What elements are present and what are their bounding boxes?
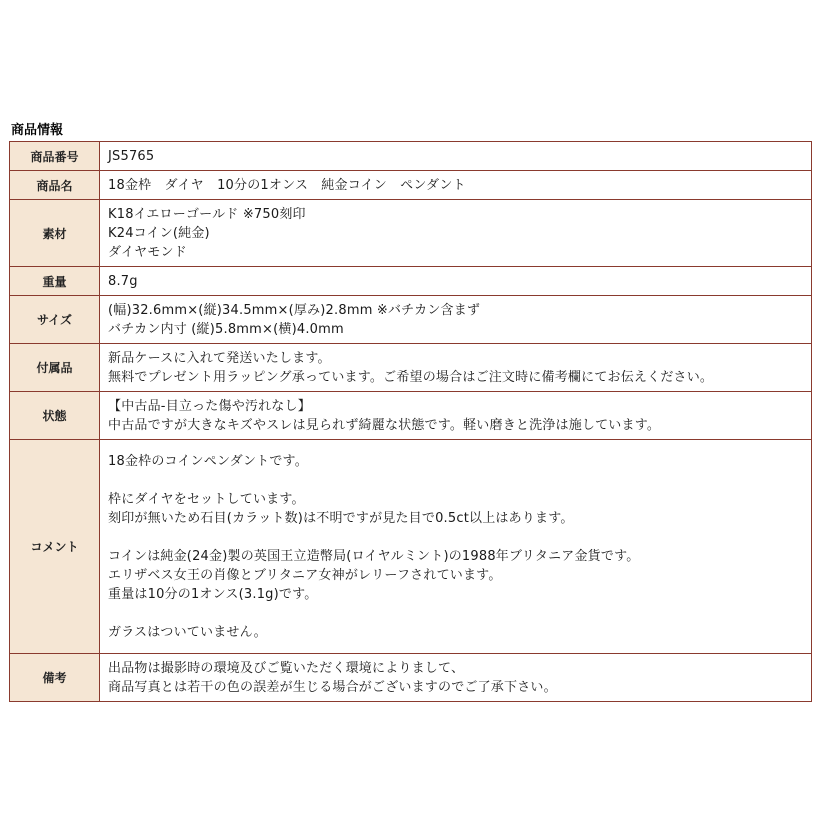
label-size: サイズ <box>10 296 100 344</box>
value-accessories <box>100 344 812 392</box>
value-line: 商品写真とは若干の色の誤差が生じる場合がございますのでご了承下さい。 <box>108 679 557 695</box>
label-weight: 重量 <box>10 267 100 296</box>
value-line: 無料でプレゼント用ラッピング承っています。ご希望の場合はご注文時に備考欄にてお伝えください。 <box>108 369 714 385</box>
row-weight <box>10 267 812 296</box>
label-comment: コメント <box>10 440 100 654</box>
value-line: 8.7g <box>108 273 138 289</box>
value-line: (幅)32.6mm×(縦)34.5mm×(厚み)2.8mm ※バチカン含まず <box>108 302 481 318</box>
value-condition <box>100 392 812 440</box>
row-comment <box>10 440 812 654</box>
row-product-name <box>10 171 812 200</box>
value-line: 18金枠 ダイヤ 10分の1オンス 純金コイン ペンダント <box>108 177 466 193</box>
row-accessories <box>10 344 812 392</box>
value-line: 重量は10分の1オンス(3.1g)です。 <box>108 586 318 602</box>
label-accessories: 付属品 <box>10 344 100 392</box>
value-notes <box>100 654 812 702</box>
value-line: 新品ケースに入れて発送いたします。 <box>108 350 331 366</box>
value-line: ガラスはついていません。 <box>108 624 267 640</box>
value-line: JS5765 <box>108 148 155 164</box>
value-line <box>108 528 811 547</box>
value-line: K18イエローゴールド ※750刻印 <box>108 206 306 222</box>
value-line: エリザベス女王の肖像とブリタニア女神がレリーフされています。 <box>108 567 502 583</box>
label-product-number: 商品番号 <box>10 142 100 171</box>
value-line: 枠にダイヤをセットしています。 <box>108 491 305 507</box>
value-material <box>100 200 812 267</box>
value-size <box>100 296 812 344</box>
value-line: K24コイン(純金) <box>108 225 210 241</box>
row-notes <box>10 654 812 702</box>
value-line: ダイヤモンド <box>108 244 187 260</box>
section-heading: 商品情報 <box>11 123 64 138</box>
value-line: 中古品ですが大きなキズやスレは見られず綺麗な状態です。軽い磨きと洗浄は施しています。 <box>108 417 661 433</box>
value-comment <box>100 440 812 654</box>
label-material: 素材 <box>10 200 100 267</box>
row-material <box>10 200 812 267</box>
row-condition <box>10 392 812 440</box>
label-condition: 状態 <box>10 392 100 440</box>
value-line <box>108 604 811 623</box>
product-info-table <box>9 141 812 702</box>
value-product-number <box>100 142 812 171</box>
row-product-number <box>10 142 812 171</box>
value-line <box>108 471 811 490</box>
value-line: 刻印が無いため石目(カラット数)は不明ですが見た目で0.5ct以上はあります。 <box>108 510 574 526</box>
label-product-name: 商品名 <box>10 171 100 200</box>
row-size <box>10 296 812 344</box>
value-line: 【中古品-目立った傷や汚れなし】 <box>108 398 311 414</box>
value-line: コインは純金(24金)製の英国王立造幣局(ロイヤルミント)の1988年ブリタニア金貨です。 <box>108 548 640 564</box>
value-product-name <box>100 171 812 200</box>
value-line: 出品物は撮影時の環境及びご覧いただく環境によりまして、 <box>108 660 465 676</box>
value-line: 18金枠のコインペンダントです。 <box>108 453 308 469</box>
value-line: バチカン内寸 (縦)5.8mm×(横)4.0mm <box>108 321 344 337</box>
value-weight <box>100 267 812 296</box>
label-notes: 備考 <box>10 654 100 702</box>
